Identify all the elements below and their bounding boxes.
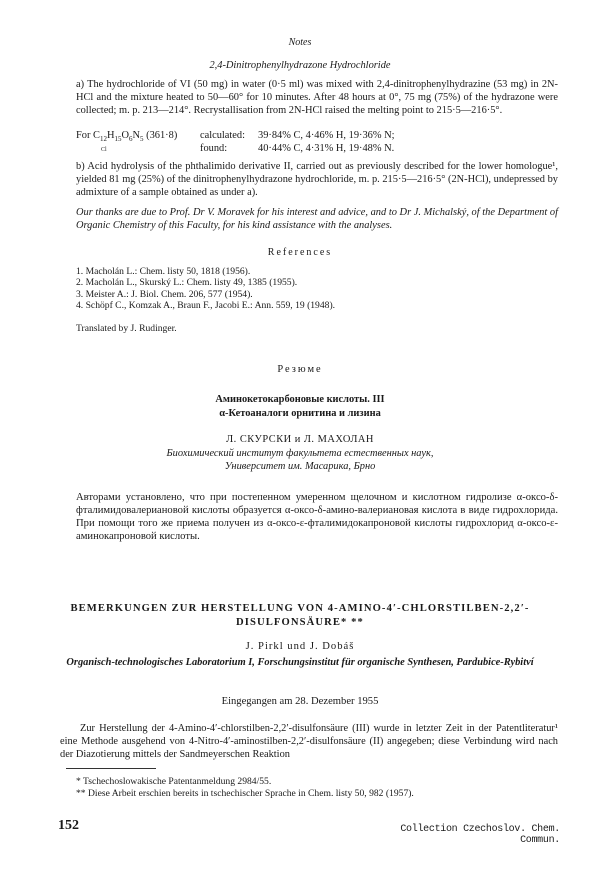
- formula-sub: 15: [114, 135, 122, 144]
- running-title: Notes: [288, 37, 312, 48]
- article-title-line-2: DISULFONSÄURE* **: [236, 617, 364, 628]
- reference-item: 4. Schöpf C., Komzak A., Braun F., Jacobi E.: Ann. 559, 19 (1948).: [76, 299, 336, 311]
- formula-element: O: [121, 130, 129, 141]
- section-title: 2,4-Dinitrophenylhydrazone Hydrochloride: [209, 60, 391, 71]
- formula-sub: 12: [99, 135, 107, 144]
- footnote-rule: [66, 768, 156, 769]
- acknowledgement: Our thanks are due to Prof. Dr V. Moravek for his interest and advice, and to Dr J. Michalský, of the Department of Organic Chemistry of this Faculty, for his kind assistance with the analyses.: [76, 207, 558, 231]
- formula-sub: 6: [129, 135, 133, 144]
- found-label: found:: [200, 143, 228, 154]
- resume-title-2: α-Кетоаналоги орнитина и лизина: [219, 408, 381, 419]
- resume-title-1: Аминокетокарбоновые кислоты. III: [215, 394, 385, 405]
- reference-item: 2. Macholán L., Skurský L.: Chem. listy 49, 1385 (1955).: [76, 277, 298, 289]
- article-authors: J. Pirkl und J. Dobáš: [245, 641, 355, 652]
- formula-element: N: [132, 130, 141, 141]
- article-affiliation: Organisch-technologisches Laboratorium I, Forschungsinstitut für organische Synthesen, Pardubice-Rybitví: [66, 657, 534, 668]
- references-list: [76, 266, 558, 311]
- reference-item: 3. Meister A.: J. Biol. Chem. 206, 577 (1954).: [76, 288, 253, 300]
- resume-institute-1: Биохимический институт факультета естественных наук,: [166, 448, 434, 459]
- paragraph-a: a) The hydrochloride of VI (50 mg) in water (0·5 ml) was mixed with 2,4-dinitrophenylhydrazine (53 mg) in 2N-HCl and the mixture heated to 50—60° for 10 minutes. After 48 hours at 0°, 75 mg (75%) of the hydrazone were collected; m. p. 213—214°. Recrystallisation from 2N-HCl raised the melting point to 215·5—216·5°.: [76, 79, 558, 116]
- article-received: Eingegangen am 28. Dezember 1955: [221, 696, 379, 707]
- article-body: Zur Herstellung der 4-Amino-4′-chlorstilben-2,2′-disulfonsäure (III) wurde in letzter Zeit in der Patentliteratur¹ eine Methode ausgehend von 4-Nitro-4′-aminostilben-2,2′-disulfonsäure (II) angegeben; diese Verbindung wird nach der Diazotierung mittels der Sandmeyerschen Reaktion: [60, 723, 558, 760]
- formula-prefix: For C: [76, 130, 100, 141]
- calc-values: 39·84% C, 4·46% H, 19·36% N;: [258, 130, 395, 141]
- resume-institute-2: Университет им. Масарика, Брно: [224, 461, 376, 472]
- translator-note: Translated by J. Rudinger.: [76, 323, 177, 334]
- formula-line: [76, 130, 177, 143]
- resume-authors: Л. СКУРСКИ и Л. МАХОЛАН: [226, 434, 374, 445]
- footnotes: [76, 776, 558, 799]
- page-number: 152: [58, 818, 79, 833]
- formula-element: H: [106, 130, 115, 141]
- calc-label: calculated:: [200, 130, 245, 141]
- paragraph-b: b) Acid hydrolysis of the phthalimido derivative II, carried out as previously described for the lower homologue¹, yielded 81 mg (25%) of the dinitrophenylhydrazone hydrochloride, m. p. 215·5—216·5° (2N-HCl), undepressed by admixture of a sample obtained as under a).: [76, 161, 558, 198]
- formula-sub: 5: [140, 135, 144, 144]
- references-heading: References: [267, 247, 333, 258]
- footnote-item: ** Diese Arbeit erschien bereits in tschechischer Sprache in Chem. listy 50, 982 (1957).: [76, 787, 414, 799]
- footnote-item: * Tschechoslowakische Patentanmeldung 2984/55.: [76, 776, 272, 787]
- resume-text: Авторами установлено, что при постепенном умеренном щелочном и кислотном гидролизе α-оксо-δ-фталимидовалериановой кислоты образуется α-оксо-δ-амино-валериановая кислота в виде гидрохлорида. При помощи того же приема получен из α-оксо-ε-фталимидокапроновой кислоты гидрохлорид α-оксо-ε-аминокапроновой кислоты.: [76, 492, 558, 542]
- reference-item: 1. Macholán L.: Chem. listy 50, 1818 (1956).: [76, 266, 251, 277]
- resume-heading: Резюме: [277, 364, 323, 375]
- formula-mass: (361·8): [143, 130, 178, 141]
- journal-name: Collection Czechoslov. Chem. Commun.: [400, 824, 560, 846]
- found-values: 40·44% C, 4·31% H, 19·48% N.: [258, 143, 395, 154]
- article-title-line-1: BEMERKUNGEN ZUR HERSTELLUNG VON 4-AMINO-4′-CHLORSTILBEN-2,2′-: [70, 603, 530, 614]
- formula-subscript-extra: Cl: [101, 147, 107, 153]
